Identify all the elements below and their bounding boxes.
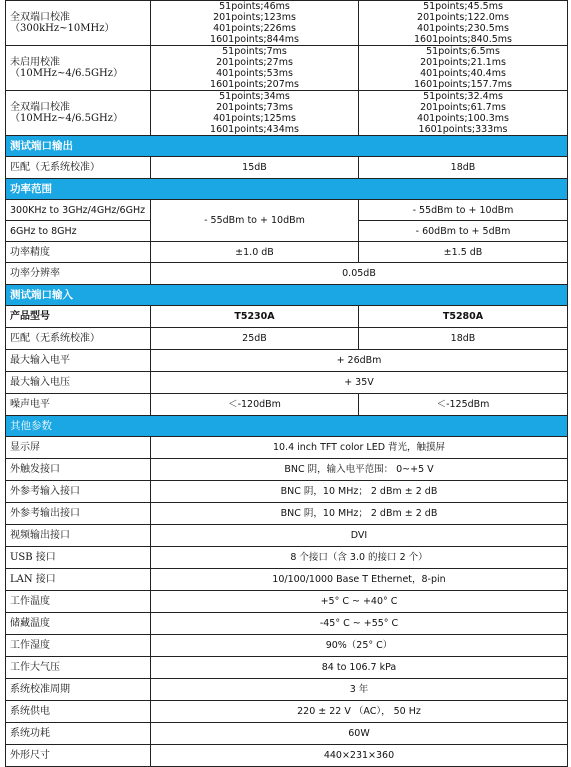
section-test-port-input: 测试端口输入 [6, 285, 568, 306]
table-row [6, 613, 568, 635]
value-shared: 90%（25° C） [151, 635, 568, 657]
table-row [6, 723, 568, 745]
table-row [6, 157, 568, 179]
row-label: 外参考输出接口 [6, 503, 151, 525]
row-label: 外触发接口 [6, 459, 151, 481]
row-label: 储藏温度 [6, 613, 151, 635]
table-row [6, 200, 568, 221]
table-row [6, 679, 568, 701]
row-label: 外参考输入接口 [6, 481, 151, 503]
row-label: 显示屏 [6, 437, 151, 459]
value-t5230: ＜-120dBm [151, 394, 359, 416]
value-t5280: - 55dBm to + 10dBm [359, 200, 568, 221]
calib-label: 未启用校准 （10MHz~4/6.5GHz） [6, 46, 151, 91]
value-shared: -45° C ~ +55° C [151, 613, 568, 635]
row-label: 匹配（无系统校准） [6, 328, 151, 350]
table-row [6, 745, 568, 767]
table-row [6, 525, 568, 547]
value-t5280: ±1.5 dB [359, 242, 568, 263]
table-row [6, 569, 568, 591]
table-row [6, 242, 568, 263]
value-shared: 10.4 inch TFT color LED 背光，触摸屏 [151, 437, 568, 459]
table-row [6, 91, 568, 136]
spec-table [5, 0, 568, 767]
section-power-range: 功率范围 [6, 179, 568, 200]
row-label: 工作温度 [6, 591, 151, 613]
table-row [6, 306, 568, 328]
value-shared: BNC 阴，输入电平范围： 0~+5 V [151, 459, 568, 481]
calib-t5280: 51points;45.5ms 201points;122.0ms 401points;230.5ms 1601points;840.5ms [359, 1, 568, 46]
value-shared: 3 年 [151, 679, 568, 701]
row-label: 工作大气压 [6, 657, 151, 679]
section-other-params: 其他参数 [6, 416, 568, 437]
table-row [6, 635, 568, 657]
value-shared: 8 个接口（含 3.0 的接口 2 个） [151, 547, 568, 569]
row-label: 6GHz to 8GHz [6, 221, 151, 242]
table-row [6, 437, 568, 459]
calib-t5230: 51points;7ms 201points;27ms 401points;53ms 1601points;207ms [151, 46, 359, 91]
row-label: 工作湿度 [6, 635, 151, 657]
value-shared: 0.05dB [151, 263, 568, 285]
table-row [6, 503, 568, 525]
row-label: 功率分辨率 [6, 263, 151, 285]
row-label: 系统功耗 [6, 723, 151, 745]
table-row [6, 328, 568, 350]
table-row [6, 1, 568, 46]
value-shared: 60W [151, 723, 568, 745]
table-row [6, 481, 568, 503]
table-row [6, 394, 568, 416]
row-label: 匹配（无系统校准） [6, 157, 151, 179]
calib-t5230: 51points;34ms 201points;73ms 401points;125ms 1601points;434ms [151, 91, 359, 136]
table-row [6, 657, 568, 679]
calib-label: 全双端口校准 （300kHz~10MHz） [6, 1, 151, 46]
value-shared: 440×231×360 [151, 745, 568, 767]
row-label: 系统校准周期 [6, 679, 151, 701]
calib-label: 全双端口校准 （10MHz~4/6.5GHz） [6, 91, 151, 136]
row-label: USB 接口 [6, 547, 151, 569]
calib-t5280: 51points;32.4ms 201points;61.7ms 401points;100.3ms 1601points;333ms [359, 91, 568, 136]
row-label: 300KHz to 3GHz/4GHz/6GHz [6, 200, 151, 221]
table-row [6, 350, 568, 372]
row-label: 最大输入电压 [6, 372, 151, 394]
section-header [6, 416, 568, 437]
value-shared: DVI [151, 525, 568, 547]
value-t5230: 15dB [151, 157, 359, 179]
value-t5280: - 60dBm to + 5dBm [359, 221, 568, 242]
row-label: 外形尺寸 [6, 745, 151, 767]
table-row [6, 591, 568, 613]
table-row [6, 701, 568, 723]
section-header [6, 179, 568, 200]
value-shared: BNC 阴，10 MHz； 2 dBm ± 2 dB [151, 481, 568, 503]
value-shared: + 26dBm [151, 350, 568, 372]
table-row [6, 46, 568, 91]
value-t5230: ±1.0 dB [151, 242, 359, 263]
table-row [6, 263, 568, 285]
section-header [6, 285, 568, 306]
value-t5280: ＜-125dBm [359, 394, 568, 416]
value-t5280: 18dB [359, 157, 568, 179]
calib-t5230: 51points;46ms 201points;123ms 401points;226ms 1601points;844ms [151, 1, 359, 46]
value-t5230: 25dB [151, 328, 359, 350]
value-t5230: - 55dBm to + 10dBm [151, 200, 359, 242]
other-params-body [6, 437, 568, 767]
value-shared: 84 to 106.7 kPa [151, 657, 568, 679]
table-row [6, 372, 568, 394]
section-test-port-output: 测试端口输出 [6, 136, 568, 157]
value-shared: + 35V [151, 372, 568, 394]
row-label: 噪声电平 [6, 394, 151, 416]
model-t5280: T5280A [359, 306, 568, 328]
row-label: LAN 接口 [6, 569, 151, 591]
model-t5230: T5230A [151, 306, 359, 328]
calib-t5280: 51points;6.5ms 201points;21.1ms 401points;40.4ms 1601points;157.7ms [359, 46, 568, 91]
value-shared: 10/100/1000 Base T Ethernet，8-pin [151, 569, 568, 591]
table-row [6, 459, 568, 481]
value-shared: +5° C ~ +40° C [151, 591, 568, 613]
section-header [6, 136, 568, 157]
row-label: 系统供电 [6, 701, 151, 723]
value-t5280: 18dB [359, 328, 568, 350]
value-shared: BNC 阴，10 MHz； 2 dBm ± 2 dB [151, 503, 568, 525]
row-label: 功率精度 [6, 242, 151, 263]
value-shared: 220 ± 22 V （AC）， 50 Hz [151, 701, 568, 723]
row-label: 视频输出接口 [6, 525, 151, 547]
row-label: 最大输入电平 [6, 350, 151, 372]
row-label: 产品型号 [6, 306, 151, 328]
table-row [6, 547, 568, 569]
